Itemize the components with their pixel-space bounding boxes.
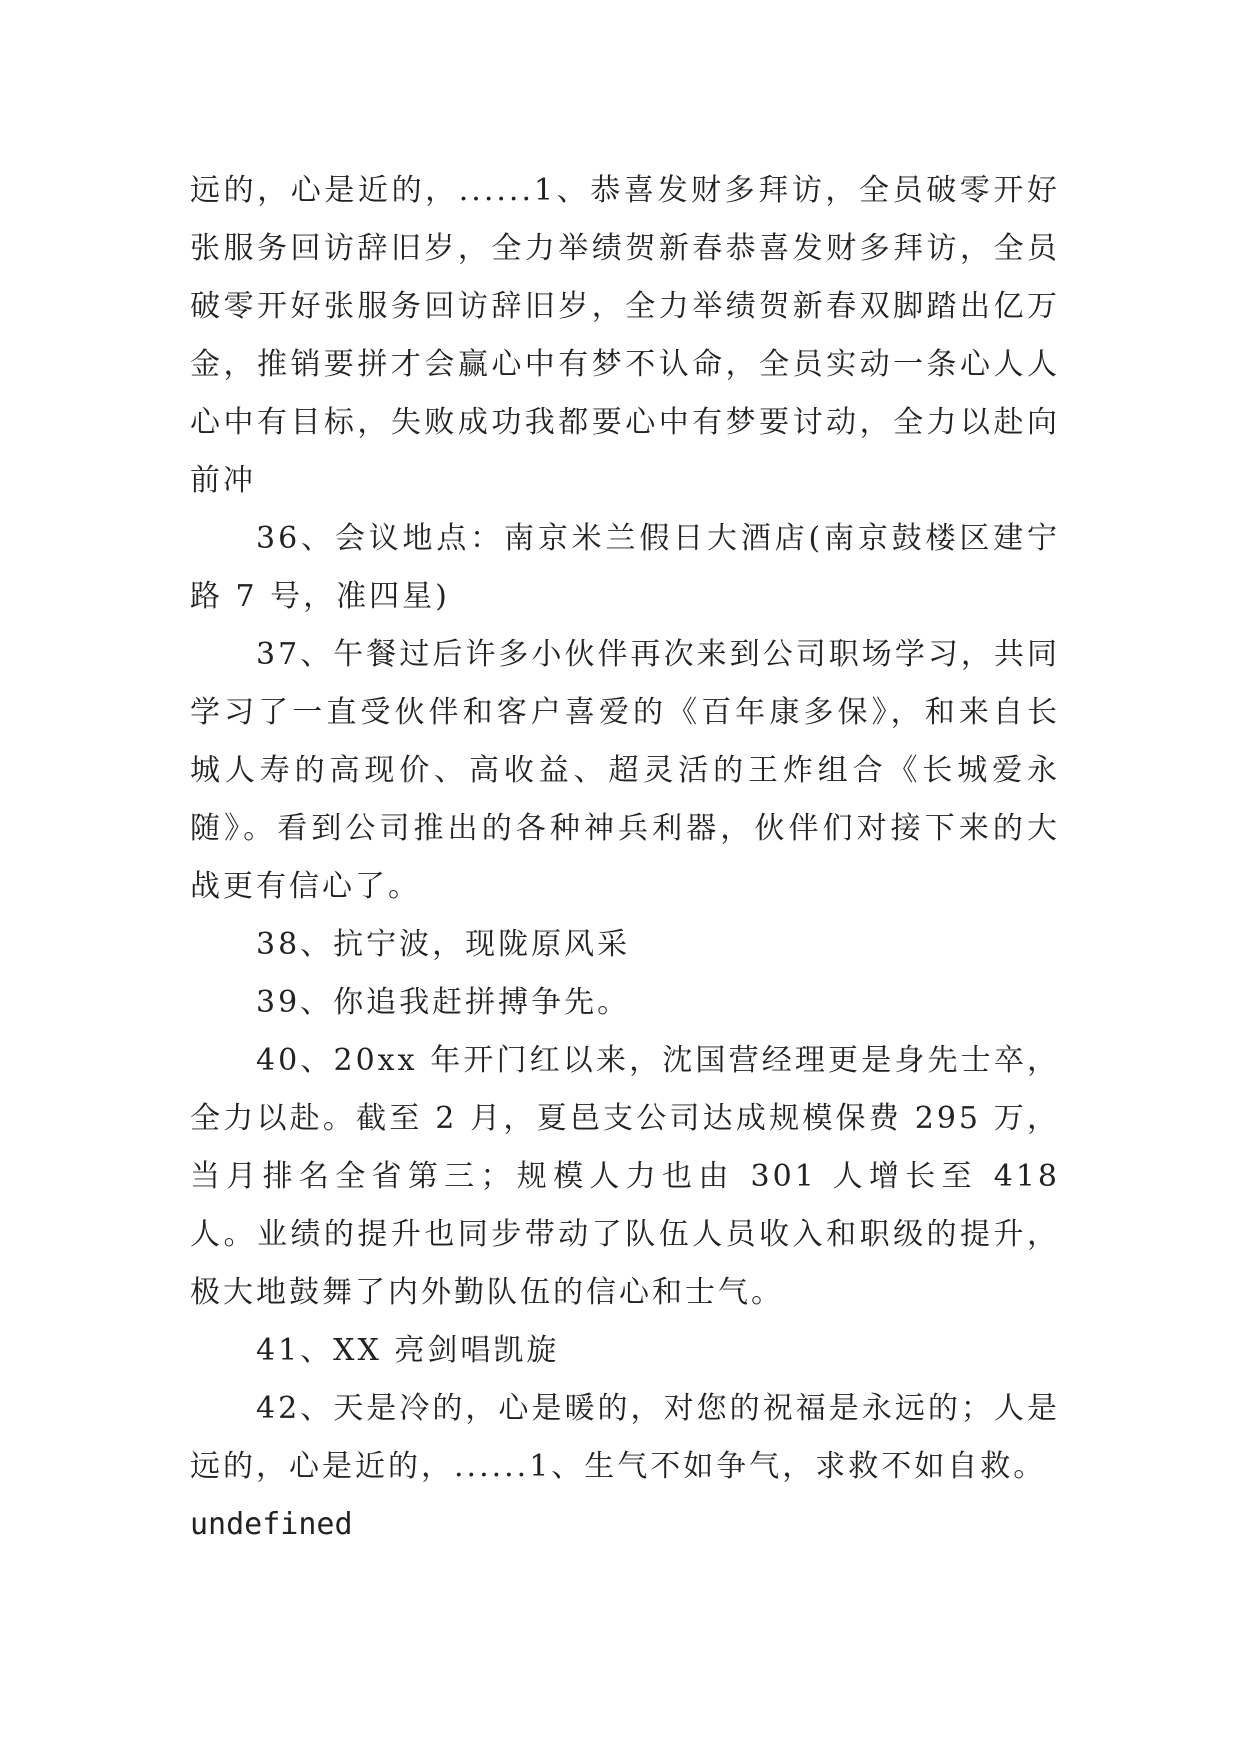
paragraph-undefined: undefined xyxy=(190,1507,353,1542)
paragraph-38: 38、抗宁波，现陇原风采 xyxy=(256,927,631,962)
document-body xyxy=(190,162,1060,1554)
paragraph-42: 42、天是冷的，心是暖的，对您的祝福是永远的；人是远的，心是近的，......1、生气不如争气，求救不如自救。 xyxy=(190,1391,1060,1484)
paragraph-39: 39、你追我赶拼搏争先。 xyxy=(256,985,631,1020)
paragraph-36: 36、会议地点：南京米兰假日大酒店(南京鼓楼区建宁路 7 号，准四星) xyxy=(190,521,1060,614)
paragraph-40: 40、20xx 年开门红以来，沈国营经理更是身先士卒，全力以赴。截至 2 月，夏邑支公司达成规模保费 295 万，当月排名全省第三；规模人力也由 301 人增长至 418 人。业绩的提升也同步带动了队伍人员收入和职级的提升，极大地鼓舞了内外勤队伍的信心和士气。 xyxy=(190,1043,1060,1310)
paragraph-37: 37、午餐过后许多小伙伴再次来到公司职场学习，共同学习了一直受伙伴和客户喜爱的《百年康多保》，和来自长城人寿的高现价、高收益、超灵活的王炸组合《长城爱永随》。看到公司推出的各种神兵利器，伙伴们对接下来的大战更有信心了。 xyxy=(190,637,1060,904)
paragraph-continuation: 远的，心是近的，......1、恭喜发财多拜访，全员破零开好张服务回访辞旧岁，全力举绩贺新春恭喜发财多拜访，全员破零开好张服务回访辞旧岁，全力举绩贺新春双脚踏出亿万金，推销要拼才会赢心中有梦不认命，全员实动一条心人人心中有目标，失败成功我都要心中有梦要讨动，全力以赴向前冲 xyxy=(190,173,1060,498)
paragraph-41: 41、XX 亮剑唱凯旋 xyxy=(256,1333,560,1368)
